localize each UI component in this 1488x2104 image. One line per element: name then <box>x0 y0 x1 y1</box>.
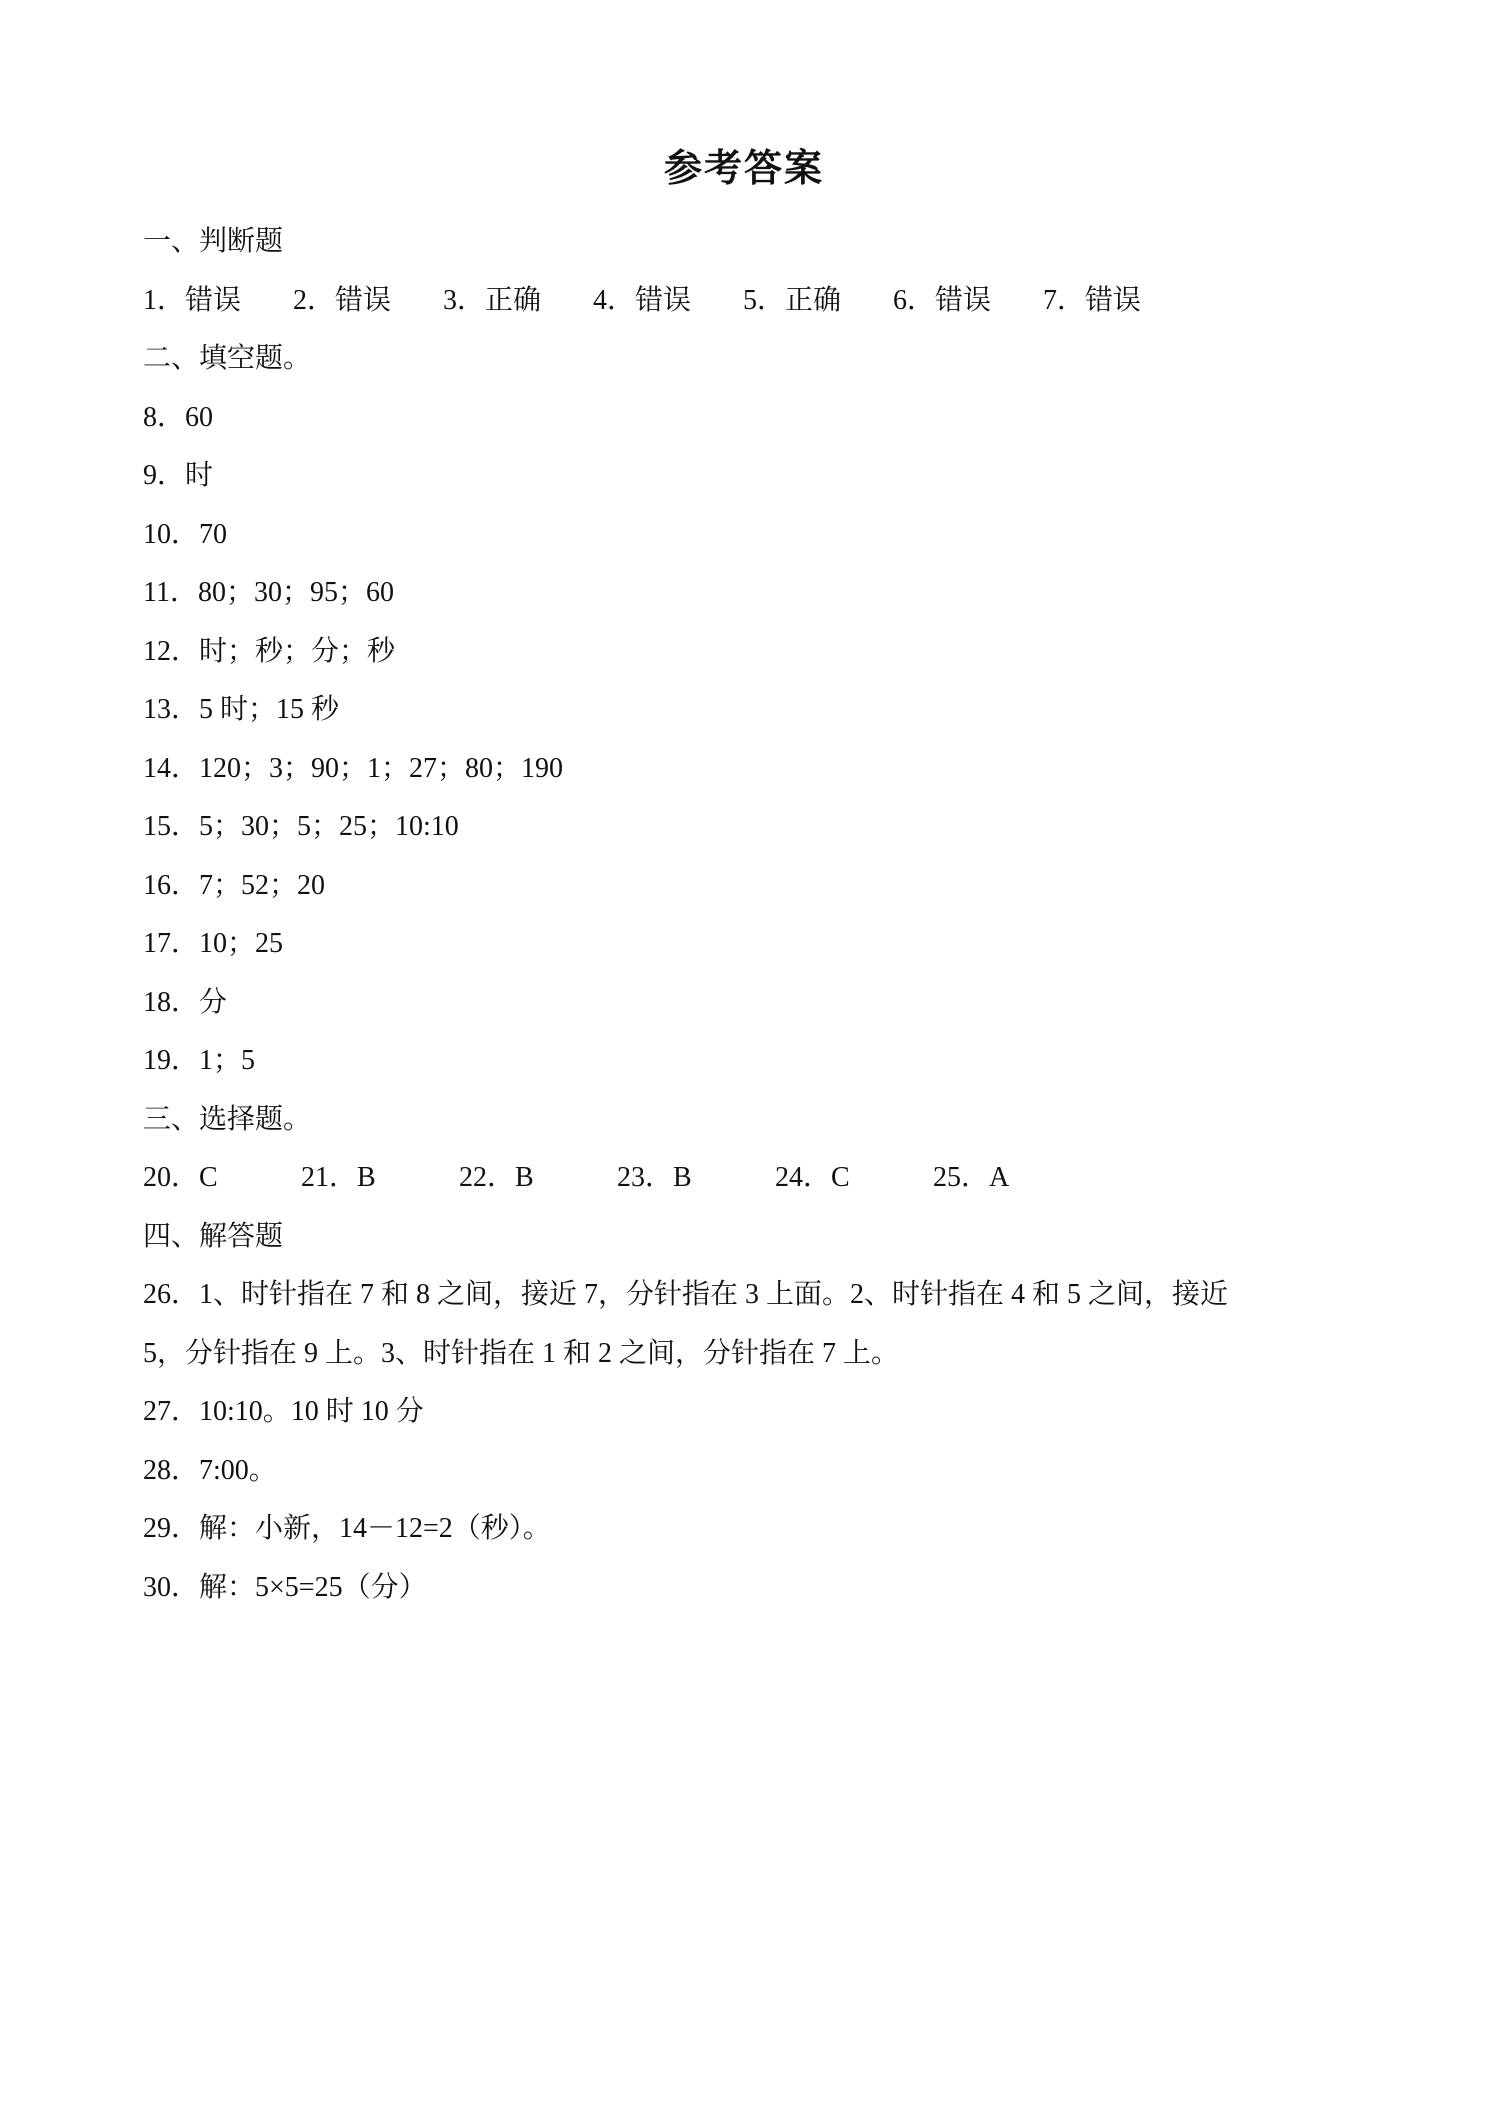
solve-answer-26-line1: 26．1、时针指在 7 和 8 之间，接近 7，分针指在 3 上面。2、时针指在 4 和 5 之间，接近 <box>143 1279 1229 1310</box>
section-heading-solve: 四、解答题 <box>143 1220 284 1252</box>
judge-answers-row <box>143 272 1343 331</box>
judge-answer: 1．错误 <box>143 284 242 316</box>
fill-answer: 19．1；5 <box>143 1045 256 1076</box>
judge-answer: 7．错误 <box>1043 284 1142 316</box>
solve-answer-27: 27．10:10。10 时 10 分 <box>143 1396 424 1427</box>
choice-answer: 25．A <box>933 1162 1010 1193</box>
answer-content <box>143 213 1343 1617</box>
fill-answer: 16．7；52；20 <box>143 869 326 901</box>
page-title: 参考答案 <box>663 146 824 190</box>
judge-answer: 2．错误 <box>293 284 392 316</box>
solve-answer-29: 29．解：小新，14－12=2（秒）。 <box>143 1513 551 1544</box>
fill-answer: 15．5；30；5；25；10:10 <box>143 811 459 842</box>
fill-answer: 10．70 <box>143 518 228 550</box>
fill-answer: 13．5 时；15 秒 <box>143 694 340 725</box>
choice-answer: 22．B <box>459 1162 534 1193</box>
fill-answer: 9．时 <box>143 460 214 491</box>
fill-answer: 17．10；25 <box>143 928 284 959</box>
fill-answer: 8．60 <box>143 401 214 433</box>
section-heading-fill: 二、填空题。 <box>143 343 312 374</box>
choice-answer: 21．B <box>301 1162 376 1193</box>
fill-answer: 11．80；30；95；60 <box>143 577 394 608</box>
choice-answer: 24．C <box>775 1162 850 1193</box>
choice-answer: 20．C <box>143 1162 218 1193</box>
fill-answer: 18．分 <box>143 986 228 1018</box>
solve-answer-26-line2: 5，分针指在 9 上。3、时针指在 1 和 2 之间，分针指在 7 上。 <box>143 1337 900 1369</box>
judge-answer: 6．错误 <box>893 284 992 316</box>
solve-answer-30: 30．解：5×5=25（分） <box>143 1571 427 1603</box>
choice-answers-row <box>143 1149 1343 1208</box>
choice-answer: 23．B <box>617 1162 692 1193</box>
fill-answer: 14．120；3；90；1；27；80；190 <box>143 752 564 784</box>
fill-answer: 12．时；秒；分；秒 <box>143 635 396 667</box>
judge-answer: 4．错误 <box>593 284 692 316</box>
solve-answer-28: 28．7:00。 <box>143 1454 277 1486</box>
judge-answer: 5．正确 <box>743 284 842 316</box>
section-heading-choice: 三、选择题。 <box>143 1103 312 1135</box>
judge-answer: 3．正确 <box>443 284 542 316</box>
section-heading-judge: 一、判断题 <box>143 226 284 257</box>
